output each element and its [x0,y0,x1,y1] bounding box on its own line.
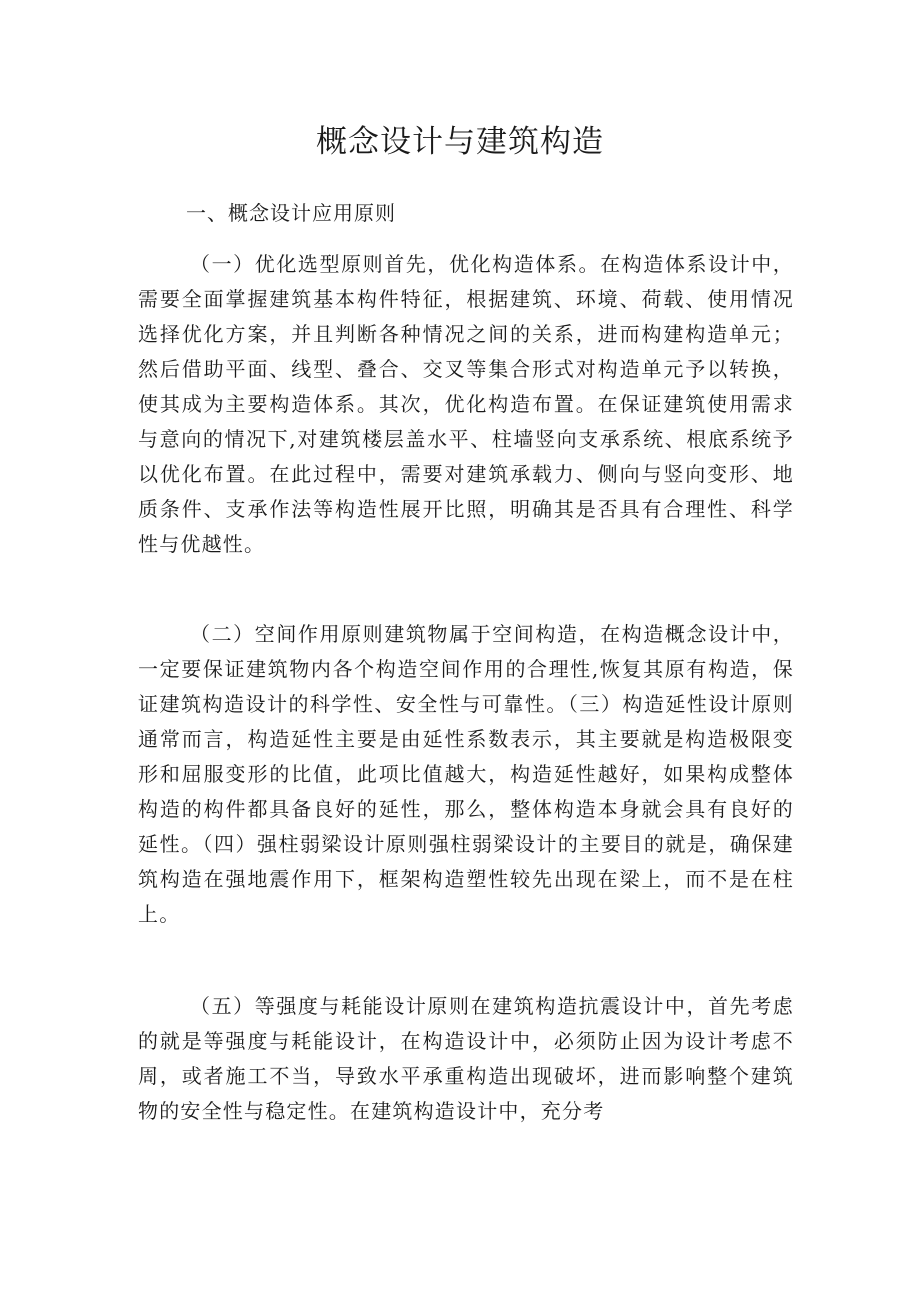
paragraph-1: （一）优化选型原则首先，优化构造体系。在构造体系设计中，需要全面掌握建筑基本构件特征，根据建筑、环境、荷载、使用情况选择优化方案，并且判断各种情况之间的关系，进而构建构造单元；然后借助平面、线型、叠合、交叉等集合形式对构造单元予以转换，使其成为主要构造体系。其次，优化构造布置。在保证建筑使用需求与意向的情况下,对建筑楼层盖水平、柱墙竖向支承系统、根底系统予以优化布置。在此过程中，需要对建筑承载力、侧向与竖向变形、地质条件、支承作法等构造性展开比照，明确其是否具有合理性、科学性与优越性。 [138,252,794,556]
paragraph-3: （五）等强度与耗能设计原则在建筑构造抗震设计中，首先考虑的就是等强度与耗能设计，在构造设计中，必须防止因为设计考虑不周，或者施工不当，导致水平承重构造出现破坏，进而影响整个建筑物的安全性与稳定性。在建筑构造设计中，充分考 [138,994,794,1123]
section-heading: 一、概念设计应用原则 [186,201,396,225]
document-title: 概念设计与建筑构造 [316,124,604,160]
paragraph-2: （二）空间作用原则建筑物属于空间构造，在构造概念设计中，一定要保证建筑物内各个构造空间作用的合理性,恢复其原有构造，保证建筑构造设计的科学性、安全性与可靠性。（三）构造延性设计原则通常而言，构造延性主要是由延性系数表示，其主要就是构造极限变形和屈服变形的比值，此项比值越大，构造延性越好，如果构成整体构造的构件都具备良好的延性，那么，整体构造本身就会具有良好的延性。（四）强柱弱梁设计原则强柱弱梁设计的主要目的就是，确保建筑构造在强地震作用下，框架构造塑性较先出现在梁上，而不是在柱上。 [138,622,794,926]
